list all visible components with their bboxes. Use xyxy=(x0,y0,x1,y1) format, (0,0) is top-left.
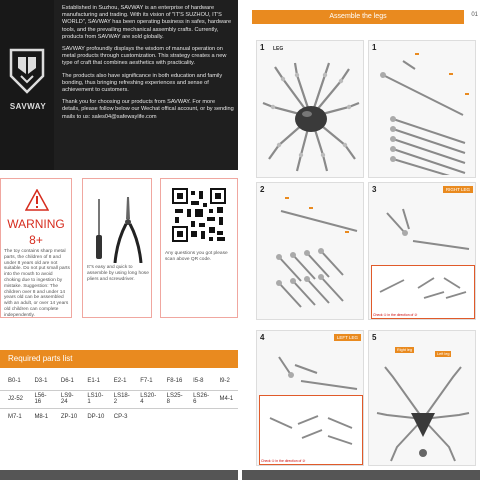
table-cell: I5-8 xyxy=(185,372,211,390)
table-cell: LS18-2 xyxy=(106,390,132,408)
intro-paragraph: The products also have significance in both education and family bonding, thus bringing refreshing experiences and sense of achievement to customers. xyxy=(62,72,223,94)
table-cell: ZP-10 xyxy=(60,414,78,421)
step-number: 1 xyxy=(372,43,377,52)
part-tag xyxy=(415,53,419,55)
left-leg-illustration xyxy=(261,345,361,401)
note-box xyxy=(371,265,475,319)
step-5-panel xyxy=(368,330,476,466)
table-cell: M4-1 xyxy=(212,390,239,408)
table-cell: D6-1 xyxy=(53,372,79,390)
intro-paragraph: Thank you for choosing our products from SAVWAY. For more details, please follow below our Wechat offical account, or by sending mails to us: sales04@safewaylife.com xyxy=(62,99,234,120)
table-cell: E1-1 xyxy=(79,372,105,390)
leg-overview-panel xyxy=(256,40,364,178)
tools-box xyxy=(82,178,152,318)
note-box xyxy=(259,395,363,465)
table-cell: LS10-1 xyxy=(79,390,105,408)
left-leg-detail-illustration xyxy=(262,398,362,454)
page-number: 01 xyxy=(471,12,478,18)
table-cell: LS20-4 xyxy=(132,390,158,408)
left-leg-small-tag: Left leg xyxy=(437,352,450,356)
company-intro xyxy=(0,0,238,170)
qr-box xyxy=(160,178,238,318)
note-text: Check ① in the direction of ② xyxy=(261,459,306,463)
warning-age: 8+ xyxy=(29,233,43,247)
table-cell xyxy=(185,408,211,426)
step-3-panel xyxy=(368,182,476,320)
step-1-panel xyxy=(368,40,476,178)
table-cell: CP-3 xyxy=(113,414,128,421)
warning-text: The toy contains sharp metal parts, the children of 8 and under 8 years old are not suitable. Do not put small parts into the mouth to avoid choking due to ingestion by mistake. Suggestion: The children over 8 and under 14 years old can be assembled with an adult, or over 14 years old children can complete independently. xyxy=(4,249,70,318)
footer-bar xyxy=(242,470,480,480)
logo-panel xyxy=(0,0,54,170)
intro-paragraph: SAVWAY profoundly displays the wisdom of manual operation on metal products through customization. This strategy creates a new type of craft that combines aesthetics with practicality. xyxy=(62,46,227,67)
intro-paragraph: Established in Suzhou, SAVWAY is an enterprise of hardware manufacturing and trading. With its vision of "IT'S SUZHOU, IT'S WORLD", SAVWAY has been operating business in safes, hardware tools, and the prevailing mechanical assembly crafts. Currently, products from SAVWAY are sold globally. xyxy=(62,5,232,40)
table-cell xyxy=(132,408,158,426)
table-cell xyxy=(212,408,239,426)
rod-assembly-illustration xyxy=(261,195,361,319)
table-cell: F7-1 xyxy=(132,372,158,390)
step-number: 2 xyxy=(260,185,265,194)
warning-box xyxy=(0,178,72,318)
table-cell: LS25-8 xyxy=(159,390,185,408)
table-cell xyxy=(159,408,185,426)
part-tag xyxy=(309,207,313,209)
final-legs-illustration xyxy=(373,357,473,465)
right-page xyxy=(242,0,480,480)
step-number: 1 xyxy=(260,43,265,52)
table-cell: B0-1 xyxy=(0,372,26,390)
table-cell: M8-1 xyxy=(34,414,49,421)
warning-title: WARNING xyxy=(7,217,65,231)
qr-code-icon[interactable] xyxy=(171,187,227,243)
table-cell: D3-1 xyxy=(26,372,52,390)
note-text: Check ① in the direction of ② xyxy=(373,313,418,317)
spider-legs-illustration xyxy=(261,59,361,174)
table-row xyxy=(0,408,238,426)
left-leg-tag: LEFT LEG xyxy=(334,334,361,341)
table-cell: I9-2 xyxy=(212,372,239,390)
table-cell: LS26-6 xyxy=(185,390,211,408)
part-tag xyxy=(285,197,289,199)
table-cell: M7-1 xyxy=(8,414,22,421)
warning-triangle-icon xyxy=(25,189,49,211)
table-cell: LS9-24 xyxy=(53,390,79,408)
table-row xyxy=(0,372,238,390)
left-page xyxy=(0,0,238,480)
table-cell: E2-1 xyxy=(106,372,132,390)
bolts-illustration xyxy=(373,55,473,175)
parts-table xyxy=(0,372,238,426)
screwdriver-icon xyxy=(93,199,105,259)
qr-text: Any questions you got please scan above QR code. xyxy=(165,251,228,262)
parts-list-header: Required parts list xyxy=(0,350,238,368)
right-leg-detail-illustration xyxy=(374,268,474,310)
step-4-panel xyxy=(256,330,364,466)
footer-bar xyxy=(0,470,238,480)
savway-emblem-icon xyxy=(7,46,47,96)
table-row xyxy=(0,390,238,408)
right-leg-small-tag: Right leg xyxy=(397,348,412,352)
step-number: 3 xyxy=(372,185,377,194)
right-leg-illustration xyxy=(373,199,473,259)
assemble-header: Assemble the legs xyxy=(252,10,464,24)
table-cell: J2-52 xyxy=(0,390,26,408)
table-cell: F8-16 xyxy=(159,372,185,390)
tools-text: It''s easy and quick to assemble by using long hose pliers and screwdriver. xyxy=(87,265,149,282)
intro-text xyxy=(62,5,234,126)
step-number: 4 xyxy=(260,333,265,342)
step-number: 5 xyxy=(372,333,377,342)
pliers-icon xyxy=(111,197,145,263)
step-2-panel xyxy=(256,182,364,320)
part-tag xyxy=(345,231,349,233)
brand-name: SAVWAY xyxy=(9,102,47,111)
part-tag xyxy=(465,93,469,95)
leg-label: LEG xyxy=(273,46,284,52)
table-cell: L56-16 xyxy=(26,390,52,408)
part-tag xyxy=(449,73,453,75)
table-cell: DP-10 xyxy=(87,414,105,421)
right-leg-tag: RIGHT LEG xyxy=(443,186,473,193)
